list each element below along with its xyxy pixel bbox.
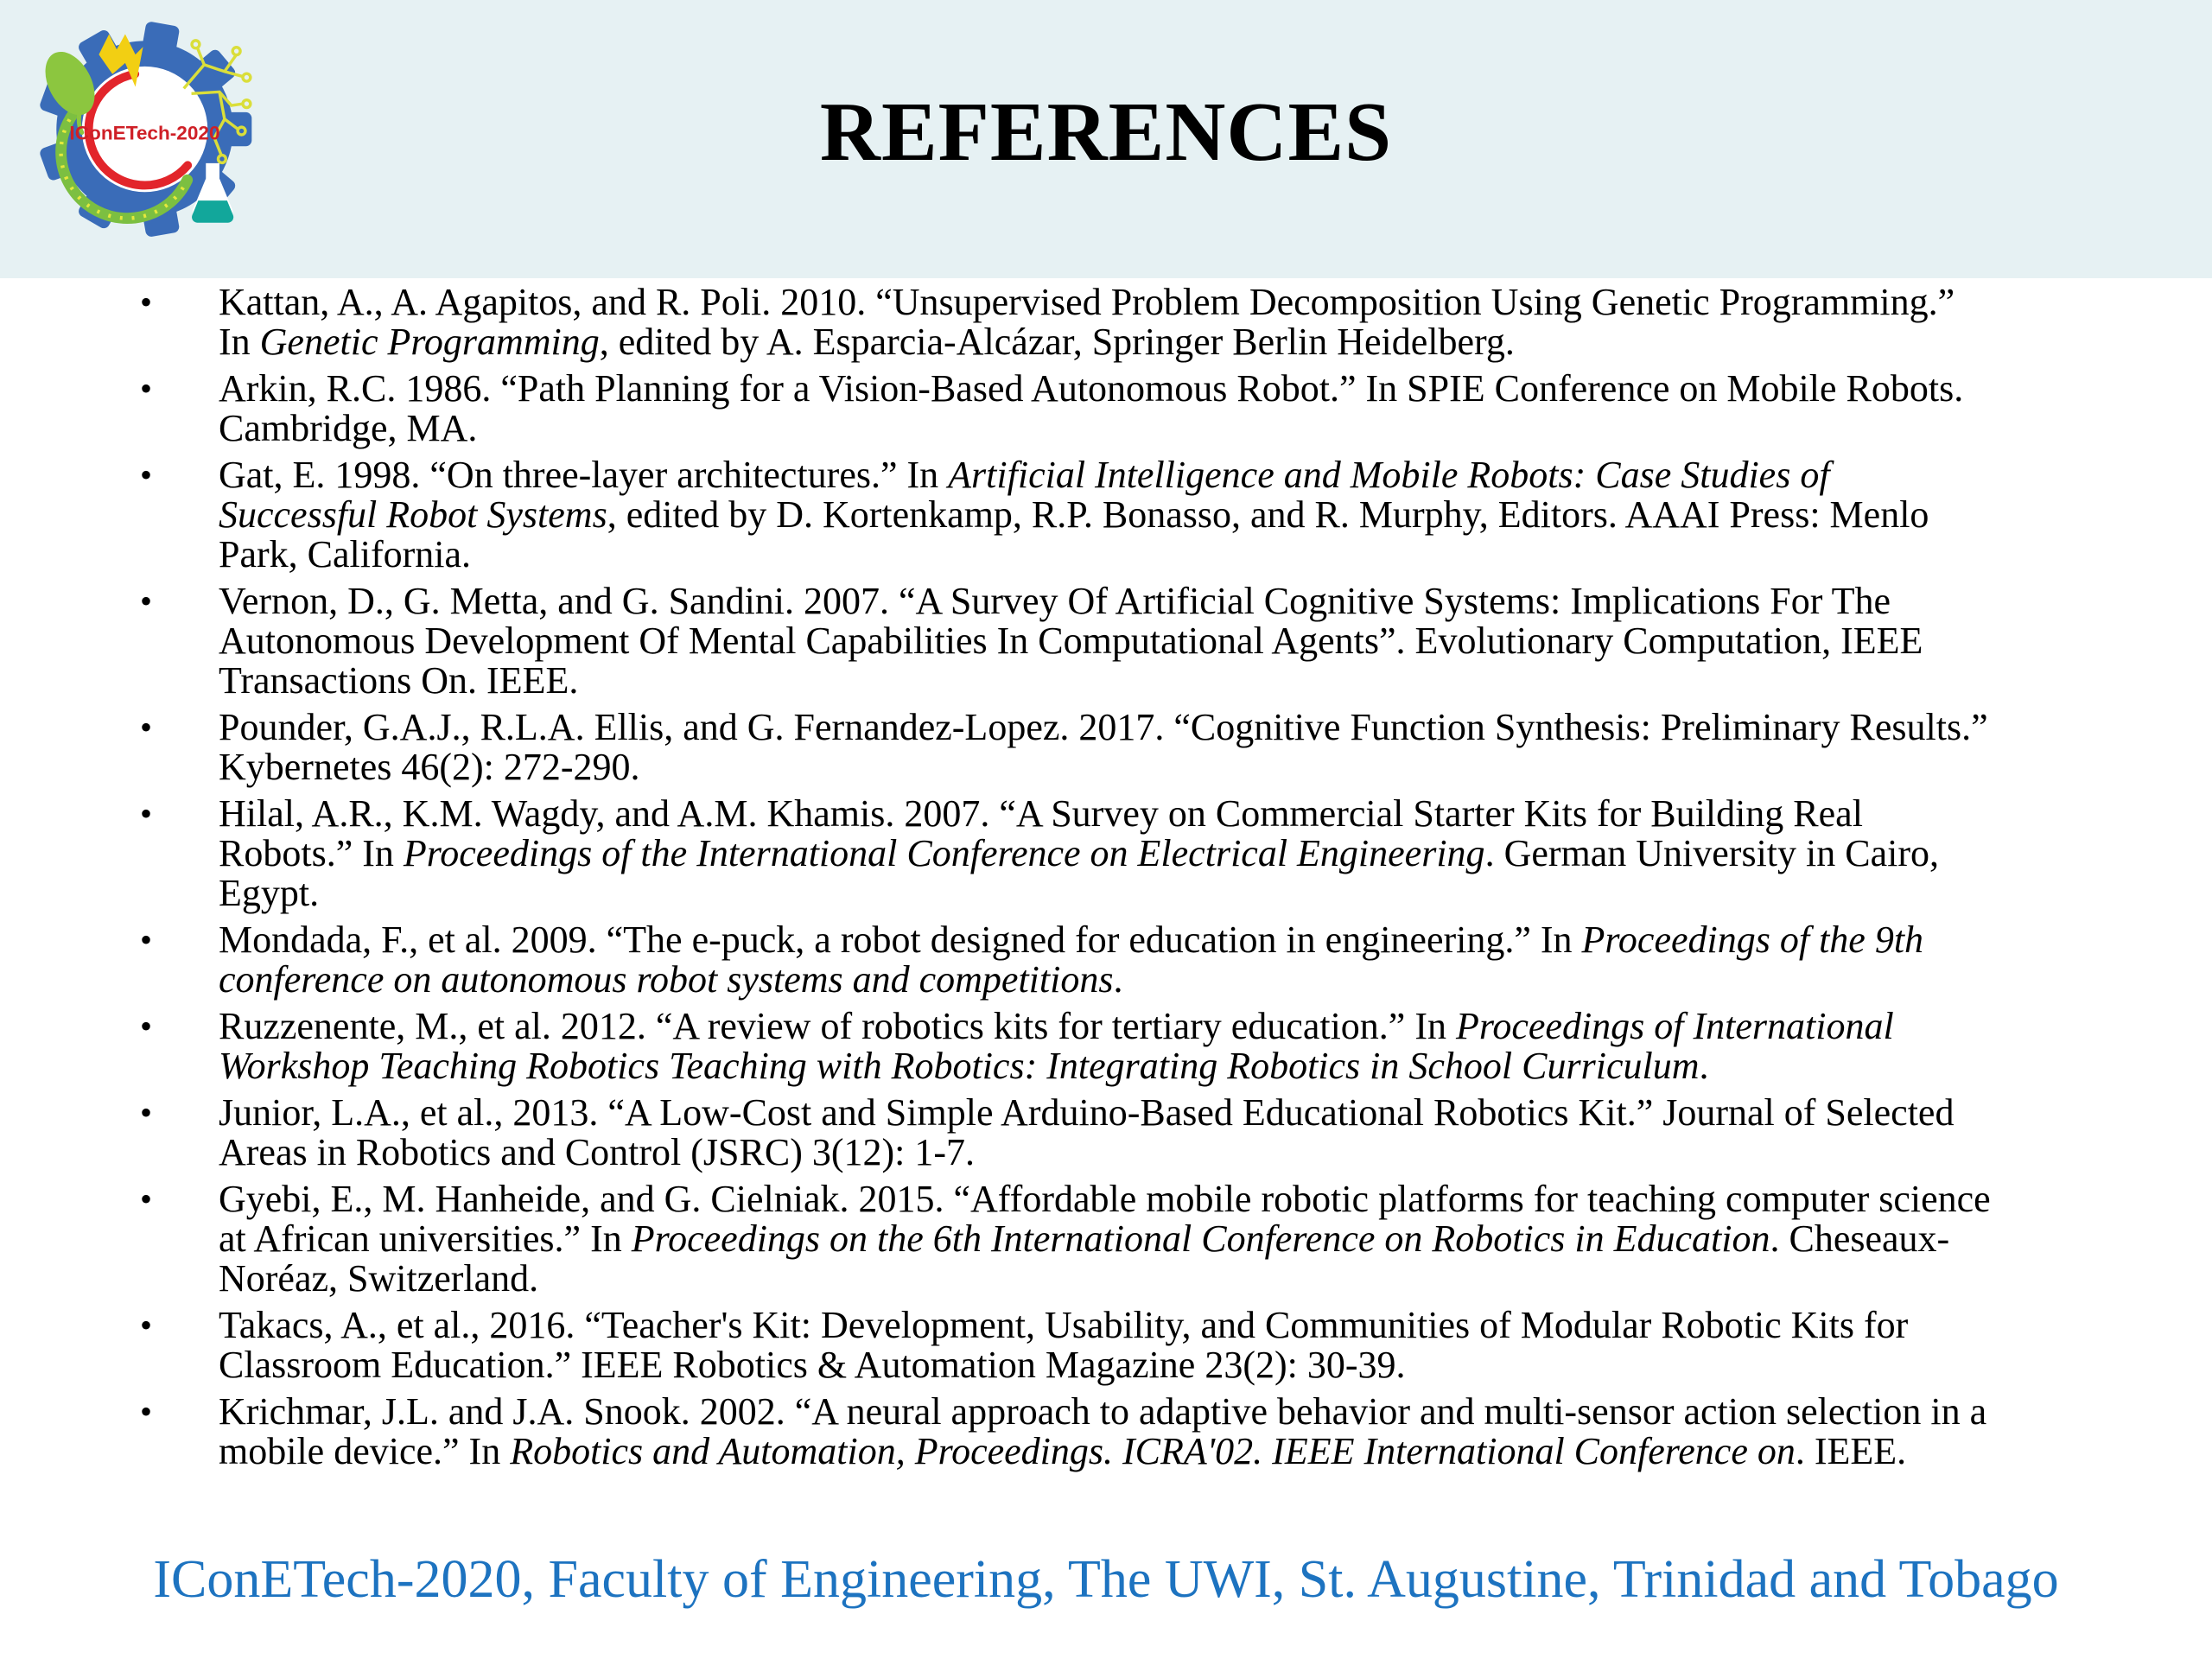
reference-line: Arkin, R.C. 1986. “Path Planning for a Vision-Based Autonomous Robot.” In SPIE Conference on Mobile Robots. bbox=[219, 367, 1964, 410]
reference-line: at African universities.” In Proceedings on the 6th International Conference on Robotics in Education. Cheseaux- bbox=[219, 1217, 1950, 1260]
bullet-marker: • bbox=[140, 1179, 153, 1218]
bullet-marker: • bbox=[140, 1093, 153, 1132]
reference-item bbox=[138, 794, 2117, 913]
reference-item bbox=[138, 369, 2117, 448]
reference-line: Pounder, G.A.J., R.L.A. Ellis, and G. Fernandez-Lopez. 2017. “Cognitive Function Synthesis: Preliminary Results.” bbox=[219, 706, 1988, 748]
reference-line: Gyebi, E., M. Hanheide, and G. Cielniak. 2015. “Affordable mobile robotic platforms for teaching computer science bbox=[219, 1178, 1991, 1220]
bullet-marker: • bbox=[140, 455, 153, 494]
bullet-marker: • bbox=[140, 283, 153, 321]
logo-text: IConETech-2020 bbox=[69, 122, 220, 144]
footer-text: IConETech-2020, Faculty of Engineering, The UWI, St. Augustine, Trinidad and Tobago bbox=[153, 1550, 2059, 1609]
reference-line: Kattan, A., A. Agapitos, and R. Poli. 2010. “Unsupervised Problem Decomposition Using Genetic Programming.” bbox=[219, 281, 1955, 323]
reference-line: Cambridge, MA. bbox=[219, 407, 478, 449]
reference-item bbox=[138, 920, 2117, 1000]
reference-line: Mondada, F., et al. 2009. “The e-puck, a robot designed for education in engineering.” In Proceedings of the 9th bbox=[219, 918, 1924, 961]
reference-line: Workshop Teaching Robotics Teaching with Robotics: Integrating Robotics in School Curriculum. bbox=[219, 1045, 1709, 1087]
reference-item bbox=[138, 283, 2117, 362]
reference-item bbox=[138, 1093, 2117, 1173]
reference-line: Park, California. bbox=[219, 533, 472, 575]
reference-line: mobile device.” In Robotics and Automation, Proceedings. ICRA'02. IEEE International Conference on. IEEE. bbox=[219, 1430, 1907, 1472]
reference-line: Hilal, A.R., K.M. Wagdy, and A.M. Khamis. 2007. “A Survey on Commercial Starter Kits for Building Real bbox=[219, 792, 1863, 835]
reference-item bbox=[138, 1179, 2117, 1299]
reference-line: Ruzzenente, M., et al. 2012. “A review of robotics kits for tertiary education.” In Proceedings of International bbox=[219, 1005, 1894, 1047]
bullet-marker: • bbox=[140, 1392, 153, 1431]
page-title: REFERENCES bbox=[819, 86, 1393, 178]
reference-line: conference on autonomous robot systems and competitions. bbox=[219, 958, 1123, 1001]
bullet-marker: • bbox=[140, 708, 153, 747]
reference-line: Successful Robot Systems, edited by D. Kortenkamp, R.P. Bonasso, and R. Murphy, Editors. AAAI Press: Menlo bbox=[219, 493, 1929, 536]
reference-line: Classroom Education.” IEEE Robotics & Automation Magazine 23(2): 30-39. bbox=[219, 1344, 1406, 1386]
reference-line: Gat, E. 1998. “On three-layer architectures.” In Artificial Intelligence and Mobile Robots: Case Studies of bbox=[219, 454, 1830, 496]
reference-line: Autonomous Development Of Mental Capabilities In Computational Agents”. Evolutionary Computation, IEEE bbox=[219, 620, 1923, 662]
reference-item bbox=[138, 455, 2117, 575]
reference-item bbox=[138, 1392, 2117, 1471]
reference-line: Krichmar, J.L. and J.A. Snook. 2002. “A neural approach to adaptive behavior and multi-sensor action selection in a bbox=[219, 1390, 1987, 1433]
references-list bbox=[138, 283, 2117, 1478]
bullet-marker: • bbox=[140, 369, 153, 408]
reference-item bbox=[138, 1306, 2117, 1385]
reference-line: Noréaz, Switzerland. bbox=[219, 1257, 539, 1300]
reference-line: Takacs, A., et al., 2016. “Teacher's Kit: Development, Usability, and Communities of Modular Robotic Kits for bbox=[219, 1304, 1909, 1346]
reference-line: Vernon, D., G. Metta, and G. Sandini. 2007. “A Survey Of Artificial Cognitive Systems: Implications For The bbox=[219, 580, 1891, 622]
reference-item bbox=[138, 1007, 2117, 1086]
reference-item bbox=[138, 582, 2117, 701]
reference-line: Junior, L.A., et al., 2013. “A Low-Cost and Simple Arduino-Based Educational Robotics Kit.” Journal of Selected bbox=[219, 1091, 1955, 1134]
reference-line: Transactions On. IEEE. bbox=[219, 659, 579, 702]
reference-line: Kybernetes 46(2): 272-290. bbox=[219, 746, 640, 788]
bullet-marker: • bbox=[140, 920, 153, 959]
reference-line: In Genetic Programming, edited by A. Esparcia-Alcázar, Springer Berlin Heidelberg. bbox=[219, 321, 1515, 363]
bullet-marker: • bbox=[140, 582, 153, 620]
reference-item bbox=[138, 708, 2117, 787]
bullet-marker: • bbox=[140, 1306, 153, 1344]
reference-line: Areas in Robotics and Control (JSRC) 3(12): 1-7. bbox=[219, 1131, 976, 1173]
reference-line: Egypt. bbox=[219, 872, 320, 914]
bullet-marker: • bbox=[140, 1007, 153, 1046]
bullet-marker: • bbox=[140, 794, 153, 833]
reference-line: Robots.” In Proceedings of the International Conference on Electrical Engineering. German University in Cairo, bbox=[219, 832, 1940, 874]
